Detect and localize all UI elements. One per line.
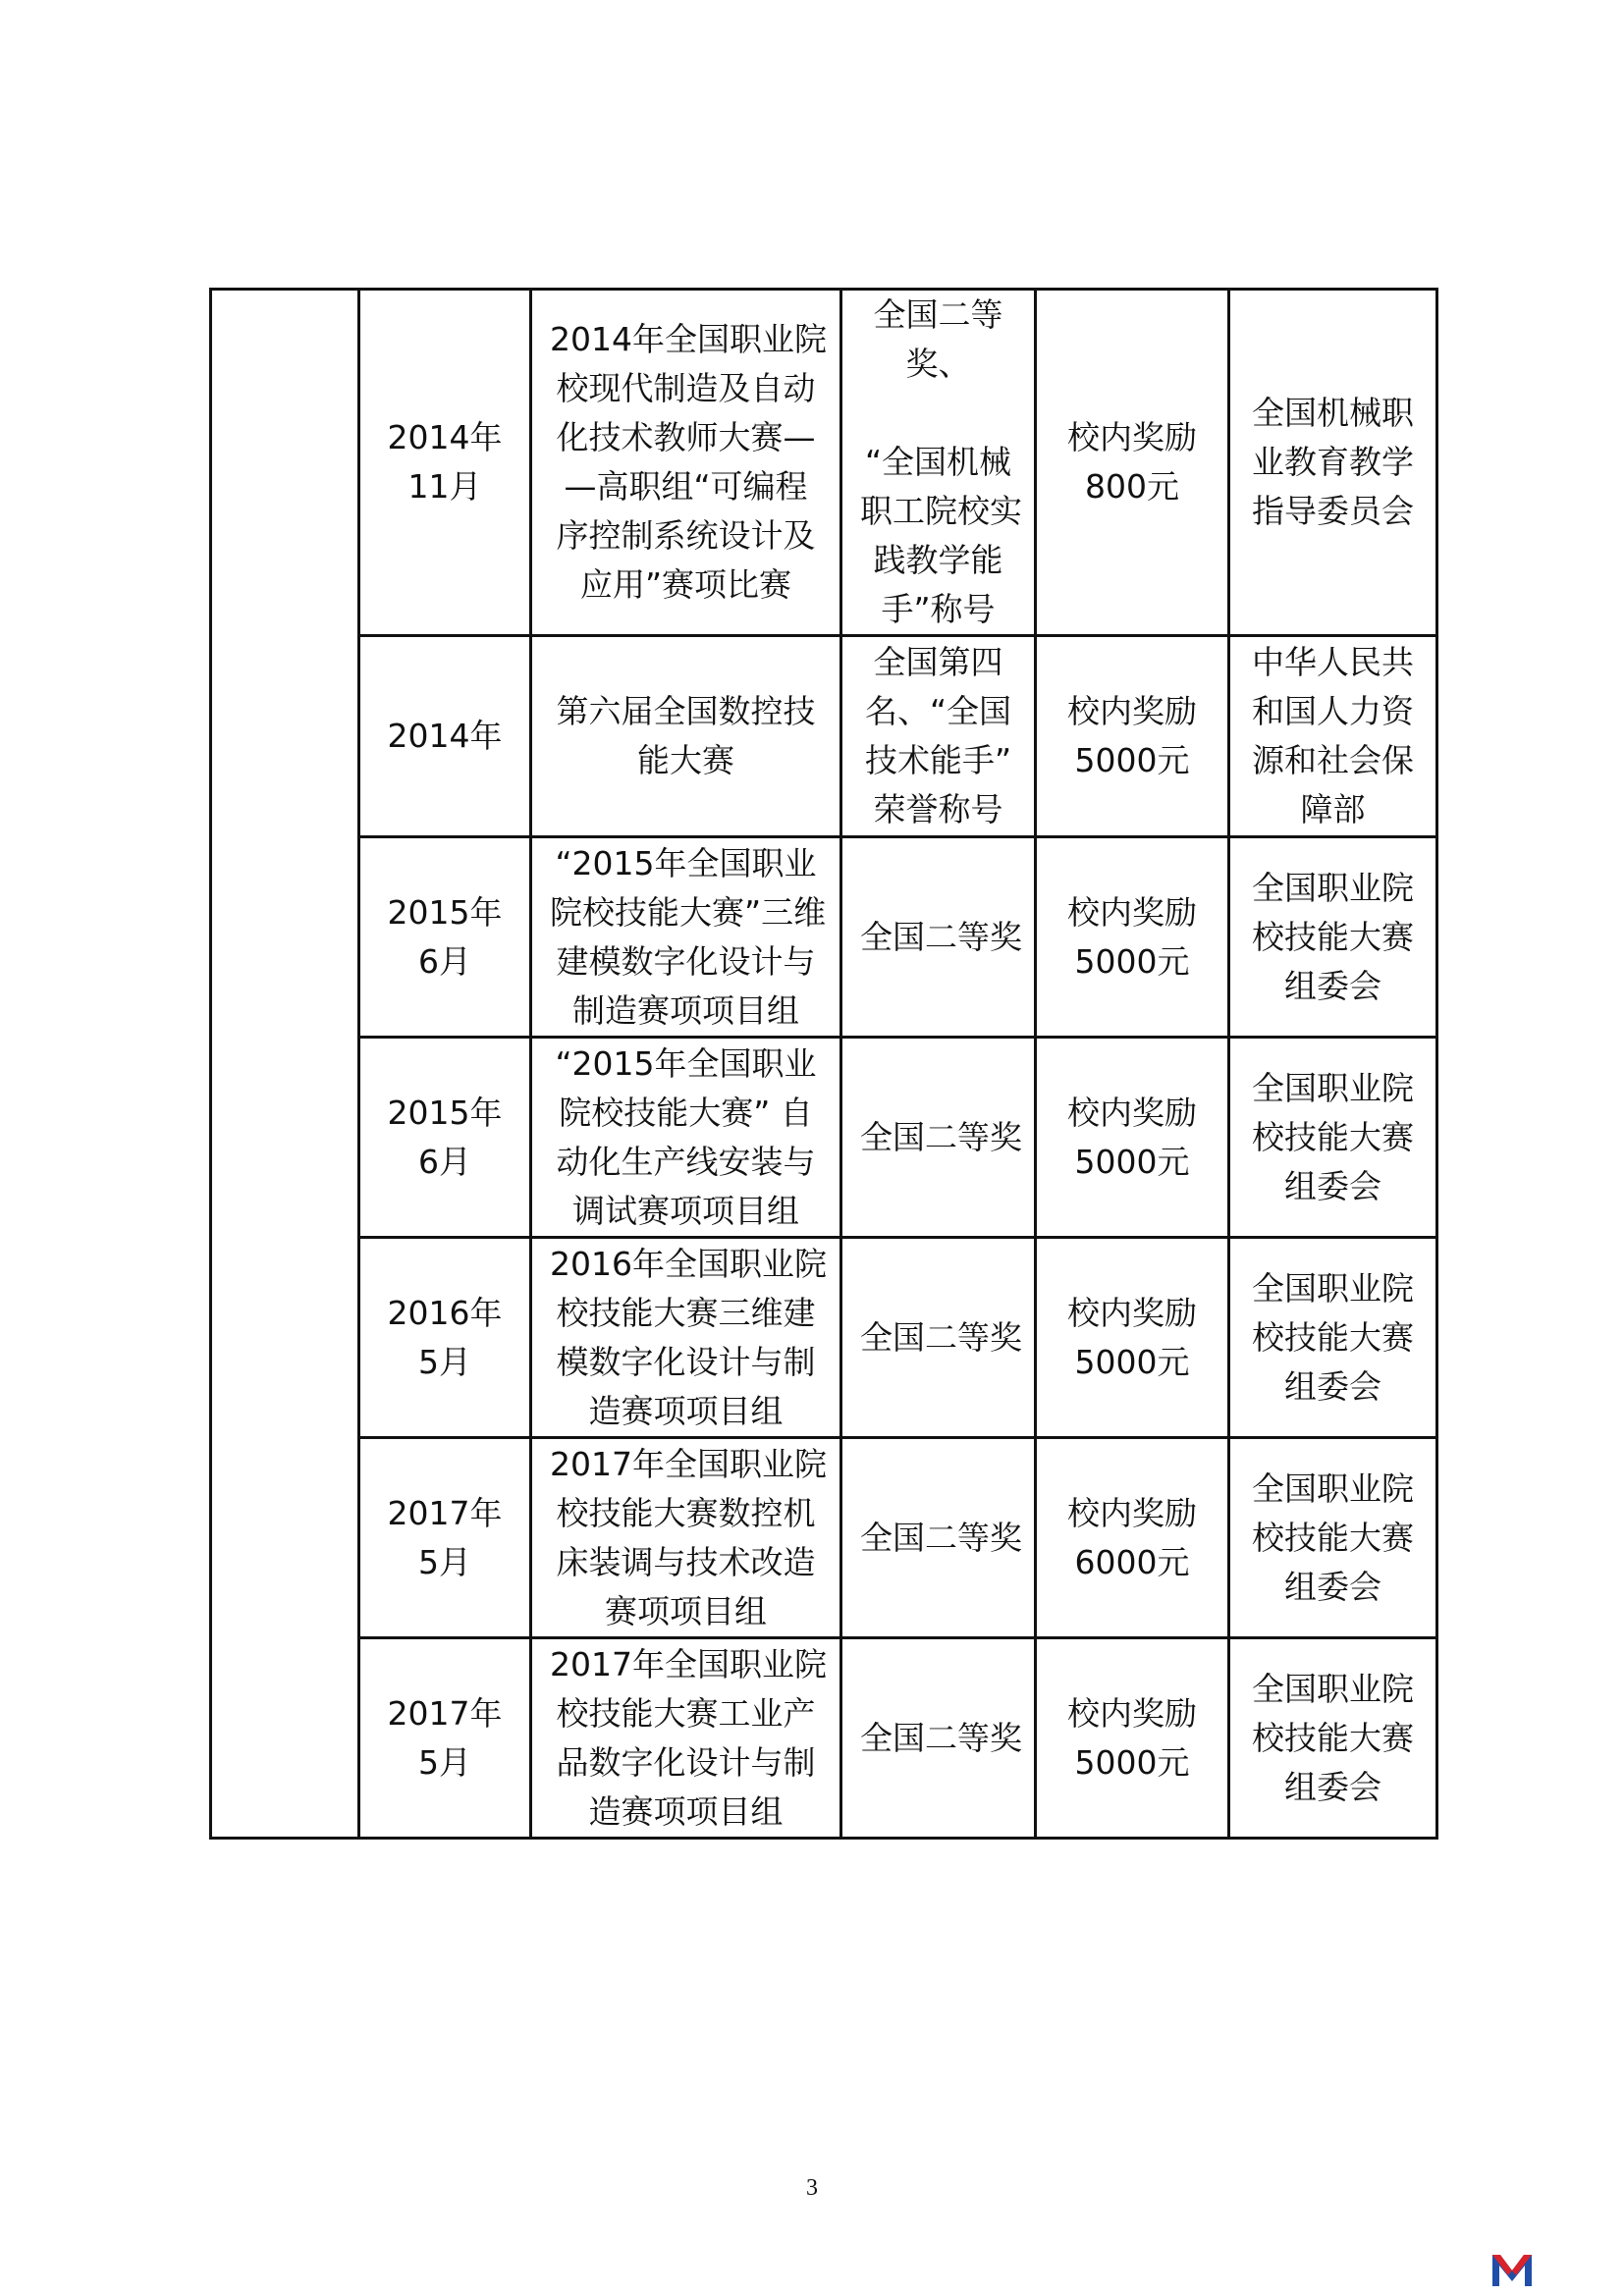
date-cell [359, 837, 531, 1038]
award-cell [841, 837, 1036, 1038]
event-cell-line: 赛项项目组 [605, 1591, 767, 1630]
page-number: 3 [806, 2175, 818, 2201]
date-cell [359, 1438, 531, 1638]
event-cell-line: “2015年全国职业 [555, 1043, 817, 1083]
organizer-cell-line: 组委会 [1284, 966, 1381, 1005]
organizer-cell-line: 障部 [1300, 790, 1366, 828]
date-cell-line: 5月 [418, 1742, 471, 1782]
reward-cell-line: 校内奖励 [1067, 1293, 1197, 1332]
event-cell [531, 1638, 841, 1839]
organizer-cell-line: 校技能大赛 [1252, 917, 1414, 956]
organizer-cell [1229, 1638, 1437, 1839]
award-cell-line: 名、“全国 [864, 692, 1012, 730]
organizer-cell [1229, 1438, 1437, 1638]
event-cell-line: 校技能大赛工业产 [556, 1693, 816, 1733]
award-cell-line: 荣誉称号 [873, 790, 1003, 828]
organizer-cell-line: 源和社会保 [1252, 741, 1414, 779]
event-cell-line: “2015年全国职业 [555, 843, 817, 882]
reward-cell-line: 800元 [1085, 467, 1179, 506]
organizer-cell-line: 组委会 [1284, 1166, 1381, 1205]
organizer-cell [1229, 1238, 1437, 1438]
organizer-cell-line: 指导委员会 [1252, 492, 1414, 530]
award-cell [841, 1238, 1036, 1438]
reward-cell [1036, 837, 1229, 1038]
organizer-cell [1229, 837, 1437, 1038]
event-cell-line: —高职组“可编程 [564, 467, 808, 506]
organizer-cell [1229, 290, 1437, 636]
organizer-cell-line: 全国职业院 [1252, 1669, 1414, 1708]
event-cell-line: 造赛项项目组 [588, 1391, 784, 1430]
reward-cell [1036, 1238, 1229, 1438]
m-logo-icon [1490, 2251, 1534, 2288]
organizer-cell-line: 全国职业院 [1252, 868, 1414, 907]
award-cell-line: 全国二等奖 [860, 1718, 1022, 1757]
event-cell-line: 2016年全国职业院 [550, 1244, 827, 1283]
reward-cell-line: 校内奖励 [1067, 892, 1197, 932]
award-cell-line: 全国二等奖 [860, 1518, 1022, 1557]
event-cell-line: 造赛项项目组 [588, 1791, 784, 1831]
organizer-cell-line: 中华人民共 [1252, 643, 1414, 681]
date-cell-line: 2016年 [387, 1293, 503, 1332]
organizer-cell-line: 全国职业院 [1252, 1268, 1414, 1308]
reward-cell-line: 校内奖励 [1067, 1693, 1197, 1733]
award-cell [841, 1038, 1036, 1238]
event-cell [531, 1038, 841, 1238]
reward-cell-line: 校内奖励 [1067, 1493, 1197, 1532]
reward-cell-line: 校内奖励 [1067, 1093, 1197, 1132]
date-cell [359, 1238, 531, 1438]
organizer-cell-line: 业教育教学 [1252, 443, 1414, 481]
award-cell-line: 手”称号 [881, 590, 996, 628]
table-row [211, 1438, 1437, 1638]
event-cell-line: 能大赛 [637, 741, 734, 779]
reward-cell-line: 6000元 [1074, 1542, 1190, 1581]
awards-table [209, 288, 1438, 1840]
event-cell [531, 837, 841, 1038]
date-cell-line: 2014年 [387, 418, 503, 456]
reward-cell [1036, 290, 1229, 636]
organizer-cell-line: 全国机械职 [1252, 394, 1414, 432]
reward-cell [1036, 1638, 1229, 1839]
reward-cell-line: 校内奖励 [1067, 418, 1197, 456]
date-cell-line: 2015年 [387, 1093, 503, 1132]
organizer-cell-line: 校技能大赛 [1252, 1518, 1414, 1557]
event-cell-line: 动化生产线安装与 [556, 1142, 816, 1181]
event-cell [531, 1238, 841, 1438]
organizer-cell [1229, 636, 1437, 837]
event-cell-line: 模数字化设计与制 [556, 1342, 816, 1381]
event-cell [531, 1438, 841, 1638]
award-cell [841, 290, 1036, 636]
category-cell [211, 290, 359, 1839]
organizer-cell-line: 组委会 [1284, 1366, 1381, 1406]
event-cell-line: 2017年全国职业院 [550, 1644, 827, 1683]
date-cell [359, 1038, 531, 1238]
award-cell [841, 1438, 1036, 1638]
table-row [211, 1238, 1437, 1438]
event-cell-line: 建模数字化设计与 [556, 941, 816, 981]
table-row [211, 636, 1437, 837]
event-cell-line: 院校技能大赛”三维 [550, 892, 827, 932]
table-row [211, 290, 1437, 636]
event-cell-line: 应用”赛项比赛 [579, 565, 792, 604]
award-cell-line: 奖、 [905, 345, 971, 383]
event-cell-line: 2014年全国职业院 [550, 320, 827, 358]
award-cell-line: “全国机械 [864, 443, 1012, 481]
table-body [211, 290, 1437, 1839]
date-cell-line: 5月 [418, 1342, 471, 1381]
award-cell-line: 全国二等奖 [860, 1117, 1022, 1156]
date-cell-line: 11月 [407, 467, 482, 506]
event-cell-line: 院校技能大赛” 自 [559, 1093, 813, 1132]
date-cell-line: 6月 [418, 1142, 471, 1181]
organizer-cell-line: 和国人力资 [1252, 692, 1414, 730]
award-cell-line: 全国二等 [873, 295, 1003, 334]
date-cell-line: 2017年 [387, 1693, 503, 1733]
event-cell [531, 290, 841, 636]
date-cell-line: 5月 [418, 1542, 471, 1581]
award-cell-line: 全国二等奖 [860, 917, 1022, 956]
table-row [211, 837, 1437, 1038]
date-cell-line: 2015年 [387, 892, 503, 932]
organizer-cell-line: 全国职业院 [1252, 1468, 1414, 1508]
reward-cell [1036, 1438, 1229, 1638]
reward-cell-line: 5000元 [1074, 1342, 1190, 1381]
event-cell-line: 序控制系统设计及 [556, 516, 816, 555]
award-cell [841, 1638, 1036, 1839]
event-cell-line: 校技能大赛三维建 [556, 1293, 816, 1332]
date-cell [359, 1638, 531, 1839]
reward-cell [1036, 636, 1229, 837]
organizer-cell-line: 全国职业院 [1252, 1068, 1414, 1107]
table-row [211, 1038, 1437, 1238]
date-cell [359, 290, 531, 636]
reward-cell-line: 校内奖励 [1067, 692, 1197, 730]
award-cell-line [860, 389, 1016, 438]
award-cell-line: 技术能手” [864, 741, 1012, 779]
date-cell-line: 2017年 [387, 1493, 503, 1532]
date-cell [359, 636, 531, 837]
organizer-cell-line: 组委会 [1284, 1767, 1381, 1806]
reward-cell [1036, 1038, 1229, 1238]
award-cell [841, 636, 1036, 837]
date-cell-line: 2014年 [387, 717, 503, 755]
event-cell-line: 化技术教师大赛— [556, 418, 816, 456]
date-cell-line: 6月 [418, 941, 471, 981]
reward-cell-line: 5000元 [1074, 741, 1190, 779]
event-cell-line: 2017年全国职业院 [550, 1444, 827, 1483]
event-cell-line: 床装调与技术改造 [556, 1542, 816, 1581]
award-cell-line: 践教学能 [873, 541, 1003, 579]
event-cell-line: 调试赛项项目组 [572, 1191, 799, 1230]
award-cell-line: 全国二等奖 [860, 1317, 1022, 1357]
organizer-cell-line: 组委会 [1284, 1567, 1381, 1606]
event-cell [531, 636, 841, 837]
organizer-cell-line: 校技能大赛 [1252, 1317, 1414, 1357]
award-cell-line: 职工院校实 [860, 492, 1022, 530]
reward-cell-line: 5000元 [1074, 941, 1190, 981]
organizer-cell-line: 校技能大赛 [1252, 1117, 1414, 1156]
organizer-cell [1229, 1038, 1437, 1238]
table-row [211, 1638, 1437, 1839]
event-cell-line: 品数字化设计与制 [556, 1742, 816, 1782]
event-cell-line: 第六届全国数控技 [556, 692, 816, 730]
organizer-cell-line: 校技能大赛 [1252, 1718, 1414, 1757]
event-cell-line: 校技能大赛数控机 [556, 1493, 816, 1532]
reward-cell-line: 5000元 [1074, 1142, 1190, 1181]
reward-cell-line: 5000元 [1074, 1742, 1190, 1782]
event-cell-line: 校现代制造及自动 [556, 369, 816, 407]
award-cell-line: 全国第四 [873, 643, 1003, 681]
event-cell-line: 制造赛项项目组 [572, 990, 799, 1030]
